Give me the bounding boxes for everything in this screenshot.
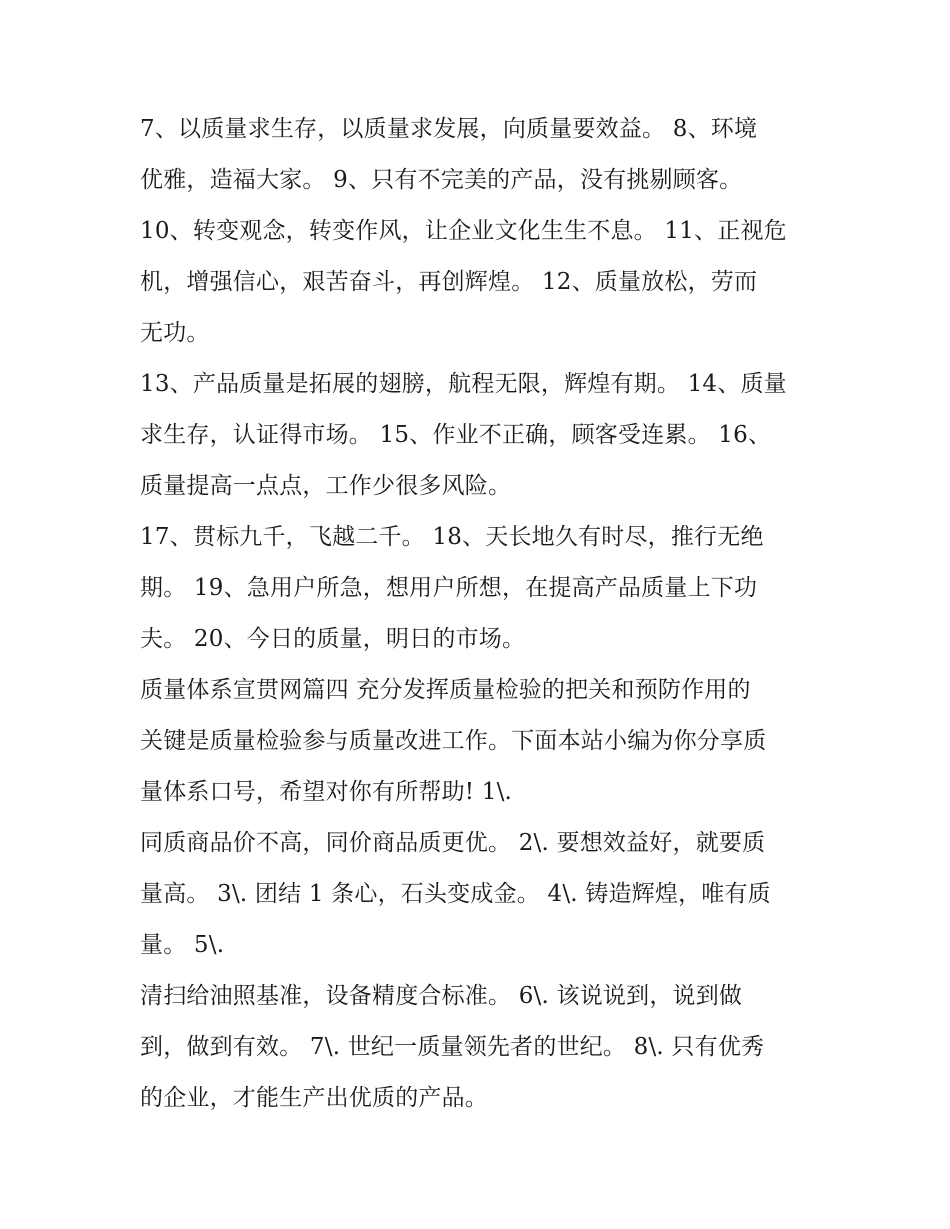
text-line-3: 10、转变观念，转变作风，让企业文化生生不息。 11、正视危	[140, 218, 787, 244]
text-line-14: 量体系口号，希望对你有所帮助! 1\.	[140, 779, 513, 805]
text-line-8: 质量提高一点点，工作少很多风险。	[140, 473, 512, 499]
text-line-17: 量。 5\.	[140, 932, 225, 958]
text-line-1: 7、以质量求生存，以质量求发展，向质量要效益。 8、环境	[140, 116, 758, 142]
text-line-16: 量高。 3\. 团结 1 条心，石头变成金。 4\. 铸造辉煌，唯有质	[140, 881, 771, 907]
text-line-18: 清扫给油照基准，设备精度合标准。 6\. 该说说到，说到做	[140, 983, 743, 1009]
text-line-2: 优雅，造福大家。 9、只有不完美的产品，没有挑剔顾客。	[140, 167, 743, 193]
text-line-19: 到，做到有效。 7\. 世纪一质量领先者的世纪。 8\. 只有优秀	[140, 1034, 765, 1060]
text-line-10: 期。 19、急用户所急，想用户所想，在提高产品质量上下功	[140, 575, 758, 601]
text-line-7: 求生存，认证得市场。 15、作业不正确，顾客受连累。 16、	[140, 422, 772, 448]
text-line-20: 的企业，才能生产出优质的产品。	[140, 1085, 488, 1111]
text-line-4: 机，增强信心，艰苦奋斗，再创辉煌。 12、质量放松，劳而	[140, 269, 758, 295]
text-line-5: 无功。	[140, 320, 210, 346]
text-line-6: 13、产品质量是拓展的翅膀，航程无限，辉煌有期。 14、质量	[140, 371, 787, 397]
text-line-13: 关键是质量检验参与质量改进工作。下面本站小编为你分享质	[140, 728, 767, 754]
document-body	[140, 104, 820, 1124]
text-line-15: 同质商品价不高，同价商品质更优。 2\. 要想效益好，就要质	[140, 830, 766, 856]
text-line-11: 夫。 20、今日的质量，明日的市场。	[140, 626, 526, 652]
text-line-12: 质量体系宣贯网篇四 充分发挥质量检验的把关和预防作用的	[140, 677, 751, 703]
text-line-9: 17、贯标九千，飞越二千。 18、天长地久有时尽，推行无绝	[140, 524, 764, 550]
